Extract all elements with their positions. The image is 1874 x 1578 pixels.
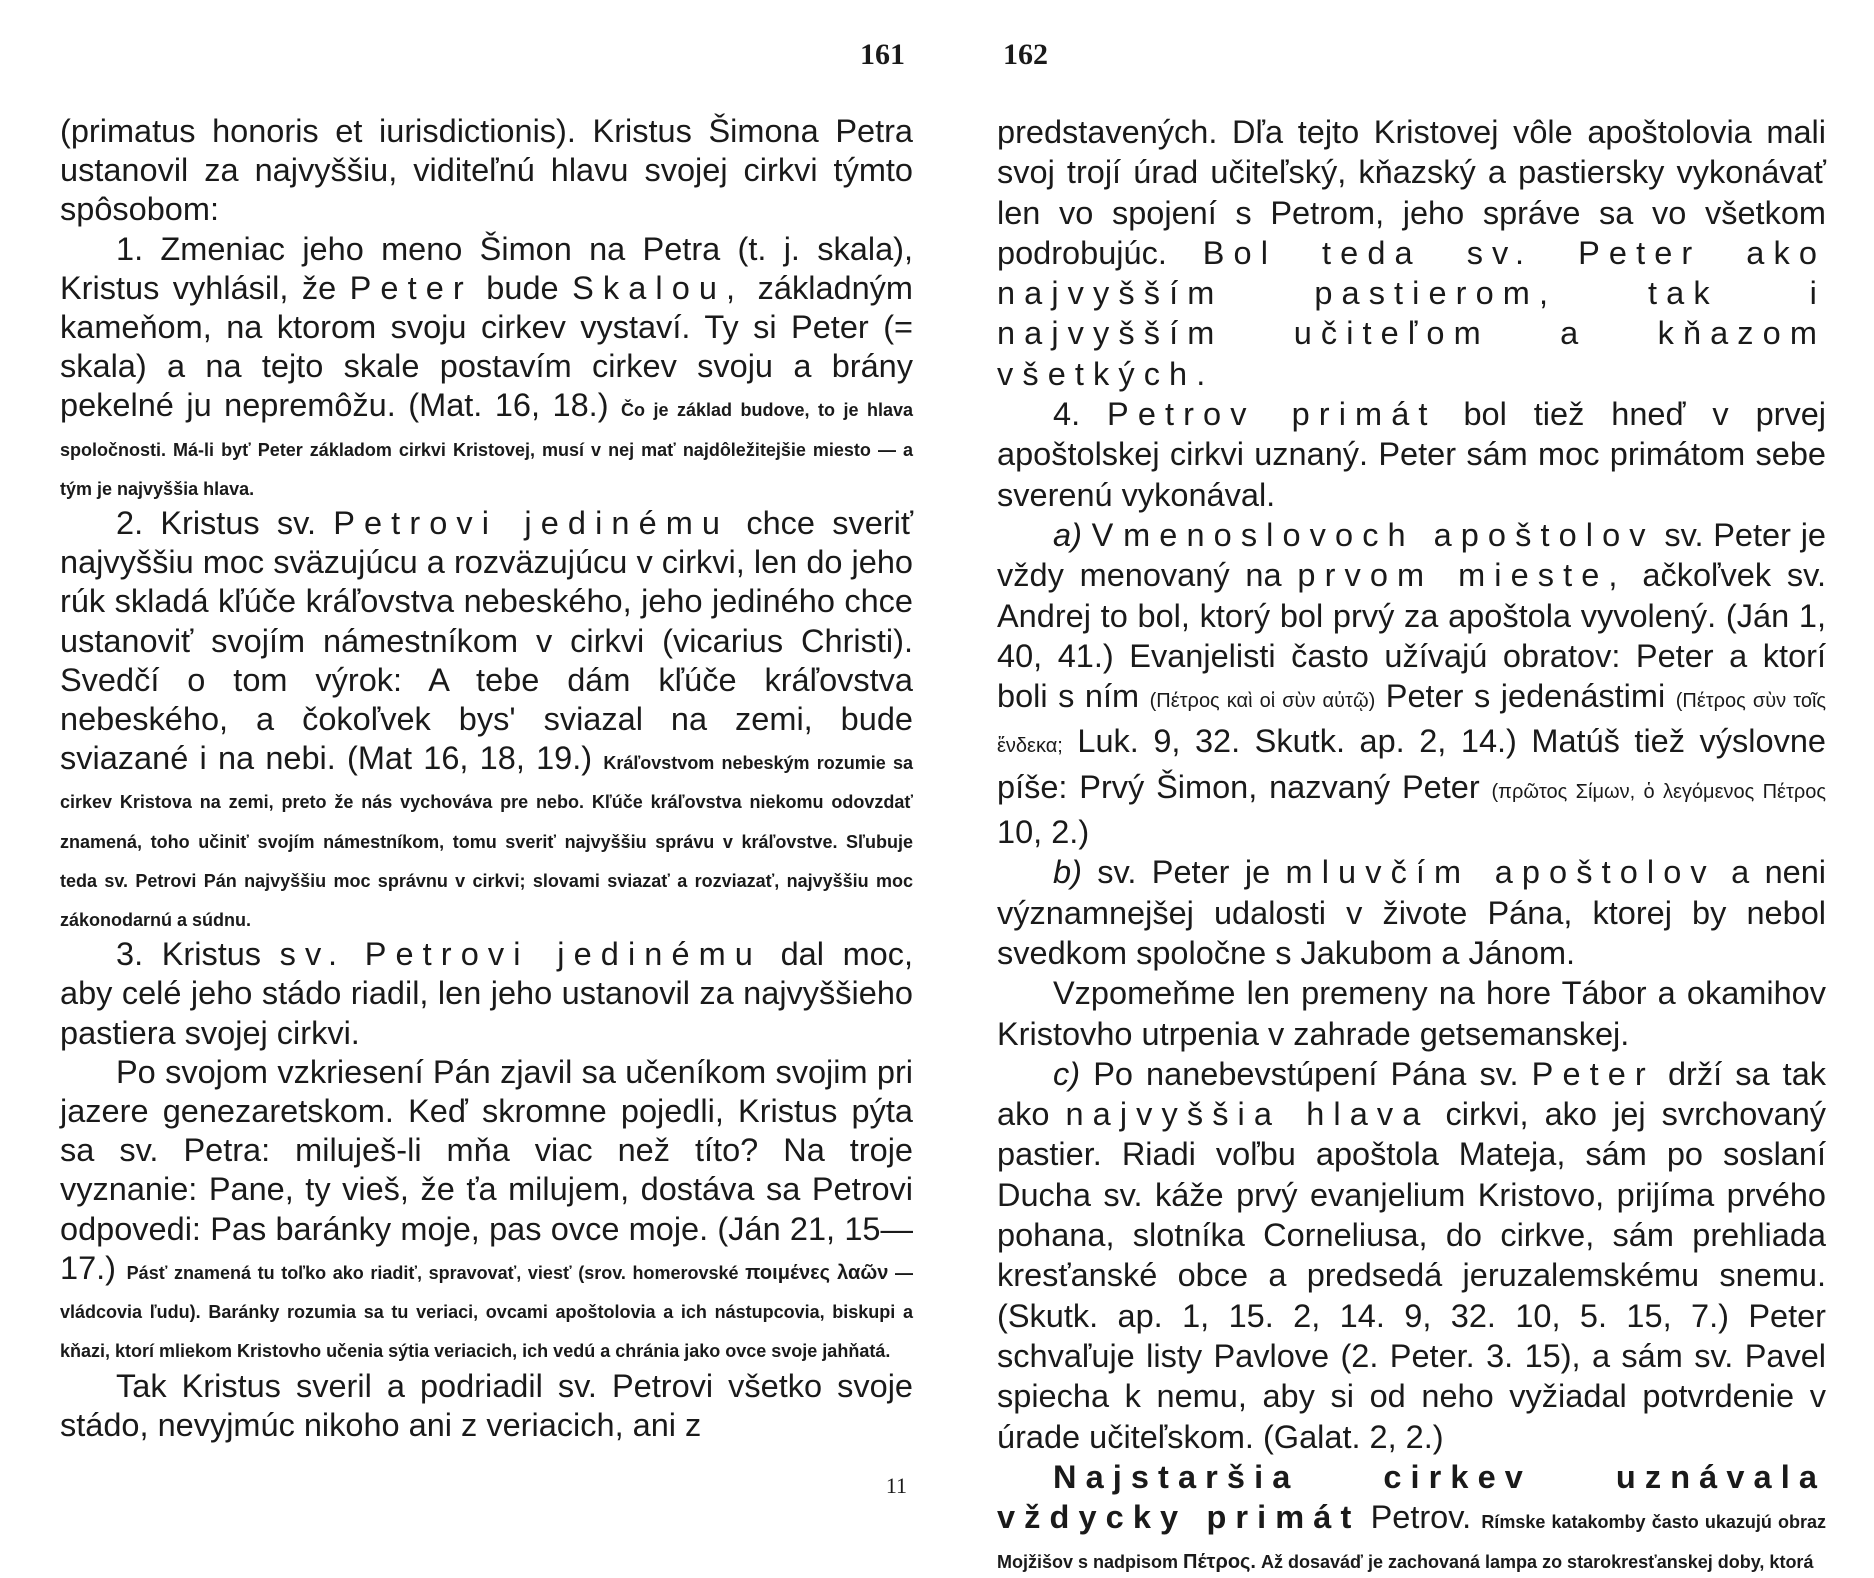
page-number-left: 161 xyxy=(860,38,905,71)
left-page xyxy=(0,0,937,1500)
footnote-kralovstvo: Kráľovstvom nebeským rozumie sa cirkev Kristova na zemi, preto že nás vychováva pre nebo. Kľúče kráľovstva niekomu odovzdať znamená, toho učiniť svojím námestníkom, tomu sveriť najvyššiu správu v kráľovstve. Sľubuje teda sv. Petrovi Pán najvyššiu moc správnu v cirkvi; slovami sviazať a rozviazať, najvyššiu moc zákonodarnú a súdnu. xyxy=(60,753,914,931)
page-number-right: 162 xyxy=(1003,38,1048,71)
left-page-text xyxy=(60,112,913,1445)
paragraph-vzpomenme: Vzpomeňme len premeny na hore Tábor a okamihov Kristovho utrpenia v zahrade getsemanskej. xyxy=(997,975,1826,1052)
paragraph-point-3: 3. Kristus sv. Petrovi jedinému dal moc, aby celé jeho stádo riadil, len jeho ustanovil za najvyššieho pastiera svojej cirkvi. xyxy=(60,936,914,1051)
paragraph-c-nanebevstupenie: c) Po nanebevstúpení Pána sv. Peter drží sa tak ako najvyššia hlava cirkvi, ako jej svrchovaný pastier. Riadi voľbu apoštola Mateja, sám po soslaní Ducha sv. káže prvý evanjelium Kristovo, prijíma prvého pohana, slotníka Corneliusa, do cirkve, sám prehliada kresťanské obce a predsedá jeruzalemskému snemu. (Skutk. ap. 1, 15. 2, 14. 9, 32. 10, 5. 15, 7.) Peter schvaľuje listy Pavlove (2. Peter. 3. 15), a sám sv. Pavel spiecha k nemu, aby si od neho vyžiadal potvrdenie v úrade učiteľskom. (Galat. 2, 2.) xyxy=(997,1055,1827,1455)
footnote-zaklad: Čo je základ budove, to je hlava spoločnosti. Má-li byť Peter základom cirkvi Kristovej, musí v nej mať najdôležitejšie miesto — a tým je najvyššia hlava. xyxy=(60,400,914,499)
paragraph-point-2: 2. Kristus sv. Petrovi jedinému chce sveriť najvyššiu moc sväzujúcu a rozväzujúcu v cirkvi, len do jeho rúk skladá kľúče kráľovstva nebeského, jeho jediného chce ustanoviť svojím námestníkom v cirkvi (vicarius Christi). Svedčí o tom výrok: A tebe dám kľúče kráľovstva nebeského, a čokoľvek bys' sviazal na zemi, bude sviazané i na nebi. (Mat 16, 18, 19.) Kráľovstvom nebeským rozumie sa cirkev Kristova na zemi, preto že nás vychováva pre nebo. Kľúče kráľovstva niekomu odovzdať znamená, toho učiniť svojím námestníkom, tomu sveriť najvyššiu správu v kráľovstve. Sľubuje teda sv. Petrovi Pán najvyššiu moc správnu v cirkvi; slovami sviazať a rozviazať, najvyššiu moc zákonodarnú a súdnu. xyxy=(60,505,914,931)
paragraph-vzkriesenie: Po svojom vzkriesení Pán zjavil sa učeníkom svojim pri jazere genezaretskom. Keď skromne pojedli, Kristus pýta sa sv. Petra: miluješ-li mňa viac než títo? Na troje vyznanie: Pane, ty vieš, že ťa milujem, dostáva sa Petrovi odpovedi: Pas baránky moje, pas ovce moje. (Ján 21, 15—17.) Pásť znamená tu toľko ako riadiť, spravovať, viesť (srov. homerovské ποιμένες λαῶν — vládcovia ľudu). Baránky rozumia sa tu veriaci, ovcami apoštolovia a ich nástupcovia, biskupi a kňazi, ktorí mliekom Kristovho učenia sýtia veriacich, ich vedú a chránia jako ovce svoje jahňatá. xyxy=(60,1053,913,1362)
paragraph-tak-kristus: Tak Kristus sveril a podriadil sv. Petrovi všetko svoje stádo, nevyjmúc nikoho ani z veriacich, ani z xyxy=(60,1367,913,1443)
signature-mark: 11 xyxy=(885,1473,907,1498)
paragraph-b-mluvcim: b) sv. Peter je mluvčím apoštolov a neni významnejšej udalosti v živote Pána, ktorej by nebol svedkom spoločne s Jakubom a Jánom. xyxy=(997,854,1827,971)
right-page xyxy=(937,0,1874,1574)
footnote-katakomby: Rímske katakomby často ukazujú obraz Mojžišov s nadpisom Πέτρος. Až dosaváď je zachovaná lampa zo starokresťanskej doby, ktorá xyxy=(997,1512,1827,1574)
paragraph-point-4: 4. Petrov primát bol tiež hneď v prvej apoštolskej cirkvi uznaný. Peter sám moc primátom sebe sverenú vykonával. xyxy=(997,396,1827,513)
paragraph-a-menoslovy: a) V menoslovoch apoštolov sv. Peter je vždy menovaný na prvom mieste, ačkoľvek sv. Andrej to bol, ktorý bol prvý za apoštola vyvolený. (Ján 1, 40, 41.) Evanjelisti často užívajú obratov: Peter a ktorí boli s ním (Πέτρος καὶ οἱ σὺν αὐτῷ) Peter s jedenástimi (Πέτρος σὺν τοῖς ἕνδεκα; Luk. 9, 32. Skutk. ap. 2, 14.) Matúš tiež výslovne píše: Prvý Šimon, nazvaný Peter (πρῶτος Σίμων, ὁ λεγόμενος Πέτρος 10, 2.) xyxy=(997,516,1827,851)
paragraph-point-1: 1. Zmeniac jeho meno Šimon na Petra (t. j. skala), Kristus vyhlásil, že Peter bude Skalou, základným kameňom, na ktorom svoju cirkev vystaví. Ty si Peter (= skala) a na tejto skale postavím cirkev svoju a brány pekelné ju nepremôžu. (Mat. 16, 18.) Čo je základ budove, to je hlava spoločnosti. Má-li byť Peter základom cirkvi Kristovej, musí v nej mať najdôležitejšie miesto — a tým je najvyššia hlava. xyxy=(60,230,914,499)
right-page-text xyxy=(997,112,1826,1578)
paragraph-predstavenych: predstavených. Dľa tejto Kristovej vôle apoštolovia mali svoj trojí úrad učiteľský, kňazský a pastiersky vykonávať len vo spojení s Petrom, jeho správe sa vo všetkom podrobujúc. Bol teda sv. Peter ako najvyšším pastierom, tak i najvyšším učiteľom a kňazom všetkých. xyxy=(997,114,1826,392)
paragraph-najstarsia-cirkev: Najstaršia cirkev uznávala vždycky primát Petrov. Rímske katakomby často ukazujú obraz Mojžišov s nadpisom Πέτρος. Až dosaváď je zachovaná lampa zo starokresťanskej doby, ktorá xyxy=(997,1458,1827,1574)
paragraph-primatus: (primatus honoris et iurisdictionis). Kristus Šimona Petra ustanovil za najvyššiu, viditeľnú hlavu svojej cirkvi týmto spôsobom: xyxy=(60,113,913,228)
footnote-past: Pásť znamená tu toľko ako riadiť, spravovať, viesť (srov. homerovské ποιμένες λαῶν — vládcovia ľudu). Baránky rozumia sa tu veriaci, ovcami apoštolovia a ich nástupcovia, biskupi a kňazi, ktorí mliekom Kristovho učenia sýtia veriacich, ich vedú a chránia jako ovce svoje jahňatá. xyxy=(60,1261,913,1362)
